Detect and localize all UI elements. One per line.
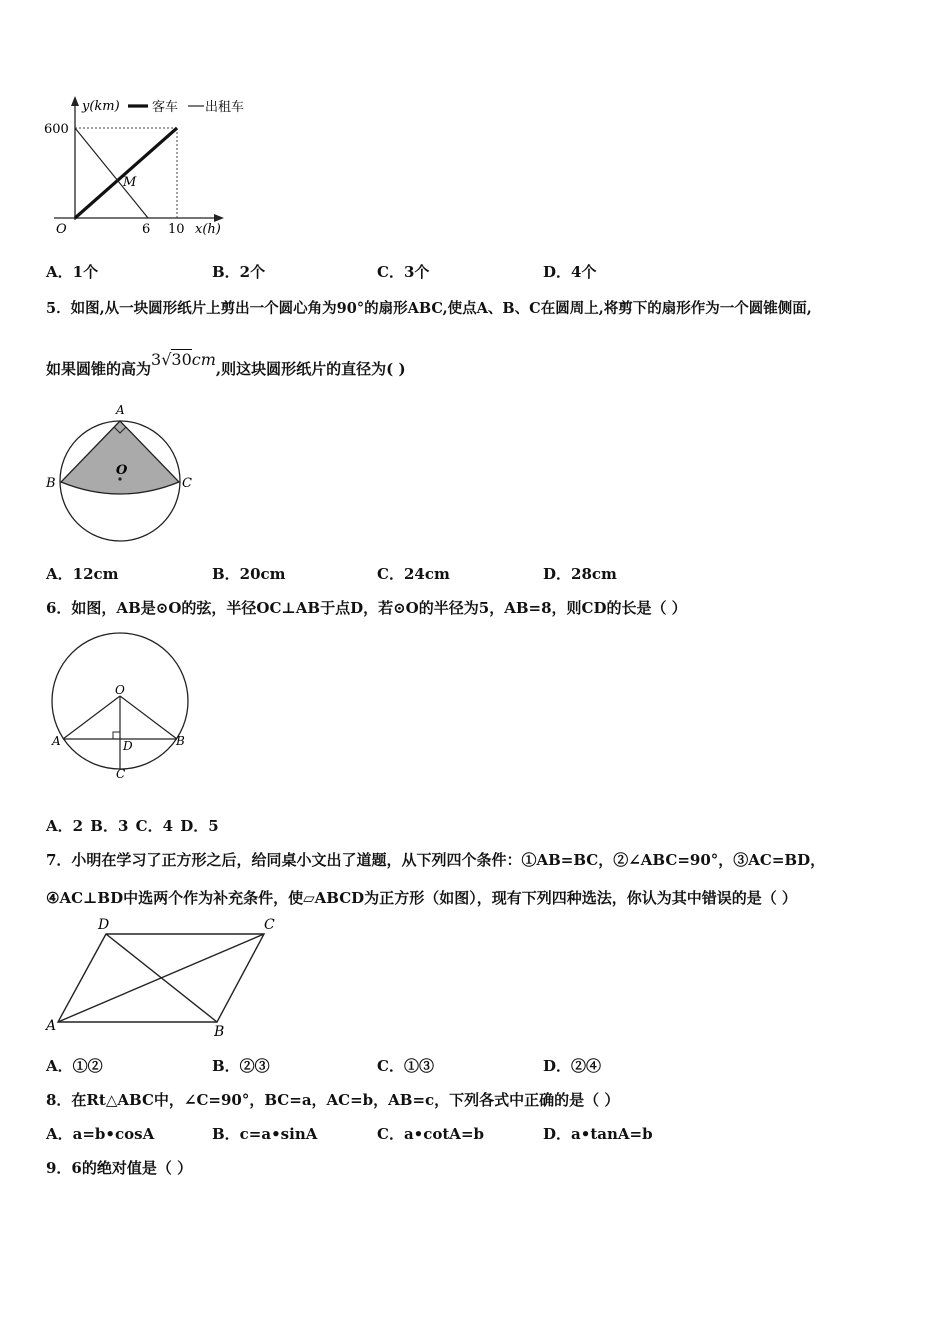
legend-taxi-label: 出租车 xyxy=(205,100,245,115)
chord-circle-figure xyxy=(48,624,193,784)
label-a: A xyxy=(116,403,125,417)
distance-time-graph xyxy=(40,92,280,242)
q7-option-c: C．①③ xyxy=(377,1057,434,1075)
radius-oa xyxy=(63,696,120,739)
q8-option-c: C．a•cotA=b xyxy=(377,1125,485,1143)
q4-option-d: D．4个 xyxy=(543,263,597,281)
q7-option-d: D．②④ xyxy=(543,1057,602,1075)
q7-option-a: A．①② xyxy=(46,1057,103,1075)
taxi-line xyxy=(75,128,148,218)
radical-icon: √ xyxy=(161,350,172,369)
label-d: D xyxy=(123,739,133,753)
q7-option-b: B．②③ xyxy=(212,1057,270,1075)
label-b: B xyxy=(46,476,56,491)
label-c: C xyxy=(116,767,126,781)
q8-text: 8．在Rt△ABC中，∠C=90°，BC=a，AC=b，AB=c，下列各式中正确的是（ ） xyxy=(46,1091,620,1109)
bus-line xyxy=(75,128,177,218)
q7-text-line2: ④AC⊥BD中选两个作为补充条件，使▱ABCD为正方形（如图），现有下列四种选法，你认为其中错误的是（ ） xyxy=(46,889,797,907)
q5-height-radicand: 30 xyxy=(171,350,192,369)
x-axis-arrow xyxy=(214,214,224,222)
label-d: D xyxy=(98,917,110,933)
origin-label: O xyxy=(56,222,67,237)
q5-height-expr xyxy=(151,350,216,369)
y-tick-600: 600 xyxy=(44,122,69,137)
x-tick-6: 6 xyxy=(142,222,151,237)
x-axis-label: x(h) xyxy=(195,222,221,237)
y-axis-arrow xyxy=(71,96,79,106)
q8-option-b: B．c=a•sinA xyxy=(212,1125,318,1143)
q5-option-d: D．28cm xyxy=(543,565,617,583)
legend-bus-label: 客车 xyxy=(152,100,179,115)
x-tick-10: 10 xyxy=(168,222,185,237)
q8-option-a: A．a=b•cosA xyxy=(46,1125,155,1143)
q4-option-c: C．3个 xyxy=(377,263,430,281)
label-b: B xyxy=(214,1024,225,1040)
q9-text: 9．6的绝对值是（ ） xyxy=(46,1159,193,1177)
y-axis-label: y(km) xyxy=(82,99,120,114)
q4-option-a: A．1个 xyxy=(46,263,99,281)
q5-height-coef: 3 xyxy=(151,350,162,369)
q6-options: A．2 B．3 C．4 D．5 xyxy=(46,817,219,835)
q8-option-d: D．a•tanA=b xyxy=(543,1125,653,1143)
parallelogram-figure xyxy=(42,912,282,1042)
q5-option-b: B．20cm xyxy=(212,565,286,583)
label-b: B xyxy=(176,734,185,748)
q4-option-b: B．2个 xyxy=(212,263,266,281)
q5-text-line1: 5．如图,从一块圆形纸片上剪出一个圆心角为90°的扇形ABC,使点A、B、C在圆周上,将剪下的扇形作为一个圆锥侧面, xyxy=(46,300,812,317)
label-c: C xyxy=(264,917,275,933)
q5-option-c: C．24cm xyxy=(377,565,450,583)
diagonal-bd xyxy=(106,934,217,1022)
label-o: O xyxy=(115,683,125,697)
label-o: O xyxy=(116,463,128,478)
q5-height-unit: cm xyxy=(191,350,216,369)
sector-abc xyxy=(61,421,179,494)
label-a: A xyxy=(52,734,61,748)
label-c: C xyxy=(182,476,192,491)
q6-text: 6．如图，AB是⊙O的弦，半径OC⊥AB于点D，若⊙O的半径为5，AB=8，则CD的长是（ ） xyxy=(46,599,687,617)
q7-text-line1: 7．小明在学习了正方形之后，给同桌小文出了道题，从下列四个条件：①AB=BC，②∠ABC=90°，③AC=BD， xyxy=(46,851,826,869)
point-m-label: M xyxy=(123,175,137,190)
right-angle-d xyxy=(113,732,120,739)
q5-line2-suffix: ,则这块圆形纸片的直径为( ) xyxy=(215,360,406,378)
q5-option-a: A．12cm xyxy=(46,565,119,583)
q5-text-line2 xyxy=(46,350,406,379)
label-a: A xyxy=(46,1018,57,1034)
circle-sector-figure xyxy=(42,398,202,543)
radius-ob xyxy=(120,696,177,739)
q5-line2-prefix: 如果圆锥的高为 xyxy=(46,360,152,378)
